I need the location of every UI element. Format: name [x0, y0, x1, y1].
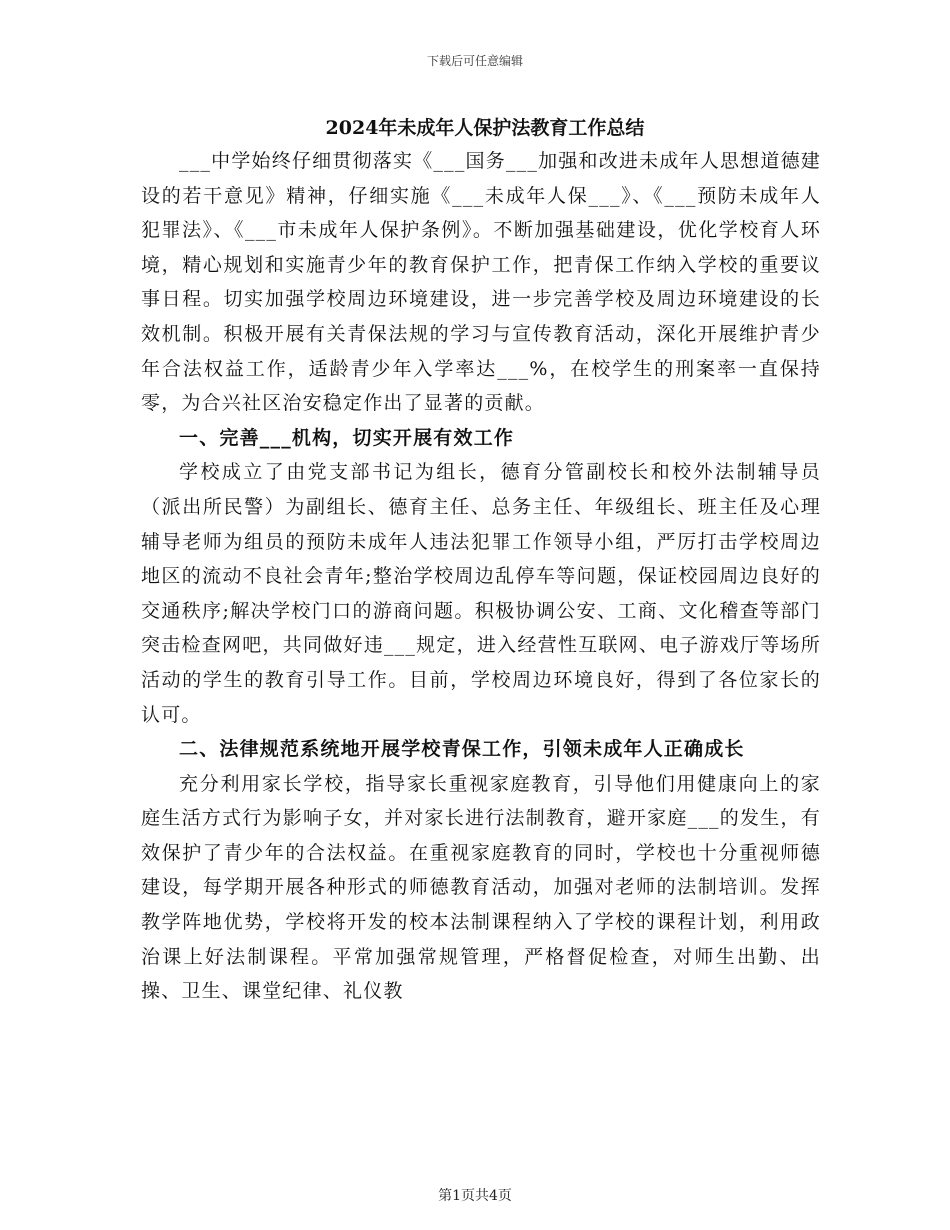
page-header-note: 下载后可任意编辑 [426, 54, 523, 68]
section-2-paragraph: 充分利用家长学校，指导家长重视家庭教育，引导他们用健康向上的家庭生活方式行为影响子女，并对家长进行法制教育，避开家庭___的发生，有效保护了青少年的合法权益。在重视家庭教育的同时，学校也十分重视师德建设，每学期开展各种形式的师德教育活动，加强对老师的法制培训。发挥教学阵地优势，学校将开发的校本法制课程纳入了学校的课程计划，利用政治课上好法制课程。平常加强常规管理，严格督促检查，对师生出勤、出操、卫生、课堂纪律、礼仪教 [141, 772, 821, 1003]
document-body [141, 112, 821, 1009]
intro-paragraph: ___中学始终仔细贯彻落实《___国务___加强和改进未成年人思想道德建设的若干意见》精神，仔细实施《___未成年人保___》、《___预防未成年人犯罪法》、《___市未成年人保护条例》。不断加强基础建设，优化学校育人环境，精心规划和实施青少年的教育保护工作，把青保工作纳入学校的重要议事日程。切实加强学校周边环境建设，进一步完善学校及周边环境建设的长效机制。积极开展有关青保法规的学习与宣传教育活动，深化开展维护青少年合法权益工作，适龄青少年入学率达___%，在校学生的刑案率一直保持零，为合兴社区治安稳定作出了显著的贡献。 [141, 150, 821, 415]
page-number: 第1页共4页 [438, 1188, 512, 1204]
section-1-paragraph: 学校成立了由党支部书记为组长，德育分管副校长和校外法制辅导员（派出所民警）为副组长、德育主任、总务主任、年级组长、班主任及心理辅导老师为组员的预防未成年人违法犯罪工作领导小组，严厉打击学校周边地区的流动不良社会青年;整治学校周边乱停车等问题，保证校园周边良好的交通秩序;解决学校门口的游商问题。积极协调公安、工商、文化稽查等部门突击检查网吧，共同做好违___规定，进入经营性互联网、电子游戏厅等场所活动的学生的教育引导工作。目前，学校周边环境良好，得到了各位家长的认可。 [141, 461, 821, 726]
section-1-heading: 一、完善___机构，切实开展有效工作 [179, 426, 515, 449]
section-2-heading: 二、法律规范系统地开展学校青保工作，引领未成年人正确成长 [179, 738, 745, 761]
document-title: 2024年未成年人保护法教育工作总结 [325, 117, 645, 139]
